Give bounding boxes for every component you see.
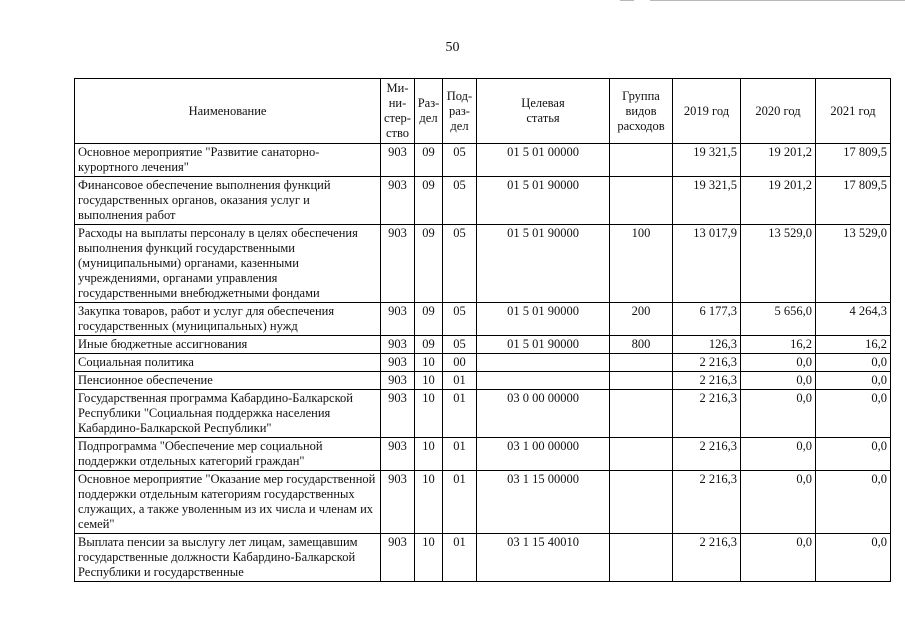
cell-2019: 6 177,3 <box>673 303 741 336</box>
cell-section: 10 <box>415 438 443 471</box>
cell-name: Пенсионное обеспечение <box>75 372 381 390</box>
table-row <box>75 534 891 582</box>
scan-mark <box>620 0 634 1</box>
cell-2021: 17 809,5 <box>816 177 891 225</box>
cell-2019: 13 017,9 <box>673 225 741 303</box>
cell-group <box>610 177 673 225</box>
cell-target <box>477 354 610 372</box>
cell-section: 10 <box>415 534 443 582</box>
cell-2020: 13 529,0 <box>741 225 816 303</box>
cell-2020: 0,0 <box>741 534 816 582</box>
cell-group: 800 <box>610 336 673 354</box>
cell-target <box>477 372 610 390</box>
cell-target: 01 5 01 90000 <box>477 177 610 225</box>
cell-2019: 2 216,3 <box>673 372 741 390</box>
cell-ministry: 903 <box>381 390 415 438</box>
cell-2021: 4 264,3 <box>816 303 891 336</box>
cell-section: 09 <box>415 177 443 225</box>
table-row <box>75 144 891 177</box>
cell-2019: 2 216,3 <box>673 471 741 534</box>
cell-section: 10 <box>415 354 443 372</box>
cell-subsection: 01 <box>443 471 477 534</box>
cell-2020: 0,0 <box>741 471 816 534</box>
cell-2021: 0,0 <box>816 534 891 582</box>
cell-2019: 2 216,3 <box>673 534 741 582</box>
cell-2020: 19 201,2 <box>741 177 816 225</box>
cell-target: 03 1 00 00000 <box>477 438 610 471</box>
header-ministry: Ми- ни- стер- ство <box>381 79 415 144</box>
cell-subsection: 05 <box>443 303 477 336</box>
table-row <box>75 336 891 354</box>
cell-2021: 13 529,0 <box>816 225 891 303</box>
cell-2019: 2 216,3 <box>673 390 741 438</box>
cell-name: Государственная программа Кабардино-Балкарской Республики "Социальная поддержка населения Кабардино-Балкарской Республики" <box>75 390 381 438</box>
cell-target: 03 1 15 00000 <box>477 471 610 534</box>
cell-2019: 2 216,3 <box>673 354 741 372</box>
cell-target: 01 5 01 90000 <box>477 336 610 354</box>
cell-2020: 0,0 <box>741 354 816 372</box>
cell-subsection: 01 <box>443 390 477 438</box>
cell-2019: 126,3 <box>673 336 741 354</box>
cell-subsection: 05 <box>443 144 477 177</box>
cell-section: 10 <box>415 372 443 390</box>
cell-name: Расходы на выплаты персоналу в целях обеспечения выполнения функций государственными (муниципальными) органами, казенными учреждениями, органами управления государственными внебюджетными фондами <box>75 225 381 303</box>
cell-2020: 0,0 <box>741 372 816 390</box>
cell-name: Социальная политика <box>75 354 381 372</box>
cell-2019: 19 321,5 <box>673 144 741 177</box>
table-row <box>75 471 891 534</box>
header-2019: 2019 год <box>673 79 741 144</box>
cell-group <box>610 534 673 582</box>
cell-target: 03 1 15 40010 <box>477 534 610 582</box>
cell-ministry: 903 <box>381 354 415 372</box>
cell-2019: 2 216,3 <box>673 438 741 471</box>
cell-2020: 0,0 <box>741 438 816 471</box>
cell-section: 09 <box>415 303 443 336</box>
cell-2020: 5 656,0 <box>741 303 816 336</box>
cell-section: 10 <box>415 471 443 534</box>
cell-name: Подпрограмма "Обеспечение мер социальной поддержки отдельных категорий граждан" <box>75 438 381 471</box>
cell-2021: 16,2 <box>816 336 891 354</box>
header-target: Целевая статья <box>477 79 610 144</box>
cell-ministry: 903 <box>381 336 415 354</box>
cell-subsection: 01 <box>443 438 477 471</box>
header-2021: 2021 год <box>816 79 891 144</box>
table-row <box>75 372 891 390</box>
header-subsection: Под- раз- дел <box>443 79 477 144</box>
cell-name: Основное мероприятие "Оказание мер государственной поддержки отдельным категориям государственных служащих, а также уволенным из их числа и членам их семей" <box>75 471 381 534</box>
cell-name: Иные бюджетные ассигнования <box>75 336 381 354</box>
table-row <box>75 225 891 303</box>
cell-ministry: 903 <box>381 303 415 336</box>
header-group: Группа видов расходов <box>610 79 673 144</box>
cell-2021: 17 809,5 <box>816 144 891 177</box>
cell-group <box>610 390 673 438</box>
cell-2021: 0,0 <box>816 372 891 390</box>
cell-section: 09 <box>415 144 443 177</box>
scan-mark <box>650 0 905 1</box>
cell-ministry: 903 <box>381 471 415 534</box>
cell-section: 09 <box>415 336 443 354</box>
cell-target: 01 5 01 00000 <box>477 144 610 177</box>
cell-group <box>610 372 673 390</box>
cell-subsection: 05 <box>443 336 477 354</box>
header-section: Раз- дел <box>415 79 443 144</box>
table-body <box>75 144 891 582</box>
cell-group <box>610 144 673 177</box>
cell-name: Закупка товаров, работ и услуг для обеспечения государственных (муниципальных) нужд <box>75 303 381 336</box>
cell-name: Основное мероприятие "Развитие санаторно-курортного лечения" <box>75 144 381 177</box>
cell-name: Выплата пенсии за выслугу лет лицам, замещавшим государственные должности Кабардино-Балкарской Республики и государственные <box>75 534 381 582</box>
cell-group: 200 <box>610 303 673 336</box>
budget-table <box>74 78 891 582</box>
cell-2020: 0,0 <box>741 390 816 438</box>
cell-group <box>610 471 673 534</box>
cell-subsection: 00 <box>443 354 477 372</box>
cell-ministry: 903 <box>381 372 415 390</box>
table-row <box>75 354 891 372</box>
cell-section: 10 <box>415 390 443 438</box>
cell-2020: 16,2 <box>741 336 816 354</box>
cell-2021: 0,0 <box>816 438 891 471</box>
header-2020: 2020 год <box>741 79 816 144</box>
cell-ministry: 903 <box>381 144 415 177</box>
table-header-row <box>75 79 891 144</box>
cell-2020: 19 201,2 <box>741 144 816 177</box>
cell-subsection: 05 <box>443 177 477 225</box>
cell-ministry: 903 <box>381 177 415 225</box>
table-row <box>75 438 891 471</box>
table-row <box>75 390 891 438</box>
cell-ministry: 903 <box>381 225 415 303</box>
cell-subsection: 05 <box>443 225 477 303</box>
cell-ministry: 903 <box>381 438 415 471</box>
table-row <box>75 177 891 225</box>
cell-subsection: 01 <box>443 534 477 582</box>
cell-section: 09 <box>415 225 443 303</box>
cell-ministry: 903 <box>381 534 415 582</box>
cell-2021: 0,0 <box>816 390 891 438</box>
cell-2021: 0,0 <box>816 354 891 372</box>
cell-2021: 0,0 <box>816 471 891 534</box>
header-name: Наименование <box>75 79 381 144</box>
cell-group <box>610 438 673 471</box>
cell-group <box>610 354 673 372</box>
cell-target: 03 0 00 00000 <box>477 390 610 438</box>
cell-subsection: 01 <box>443 372 477 390</box>
page-number: 50 <box>445 40 460 55</box>
cell-group: 100 <box>610 225 673 303</box>
table-row <box>75 303 891 336</box>
cell-2019: 19 321,5 <box>673 177 741 225</box>
cell-target: 01 5 01 90000 <box>477 225 610 303</box>
cell-target: 01 5 01 90000 <box>477 303 610 336</box>
cell-name: Финансовое обеспечение выполнения функций государственных органов, оказания услуг и выполнения работ <box>75 177 381 225</box>
